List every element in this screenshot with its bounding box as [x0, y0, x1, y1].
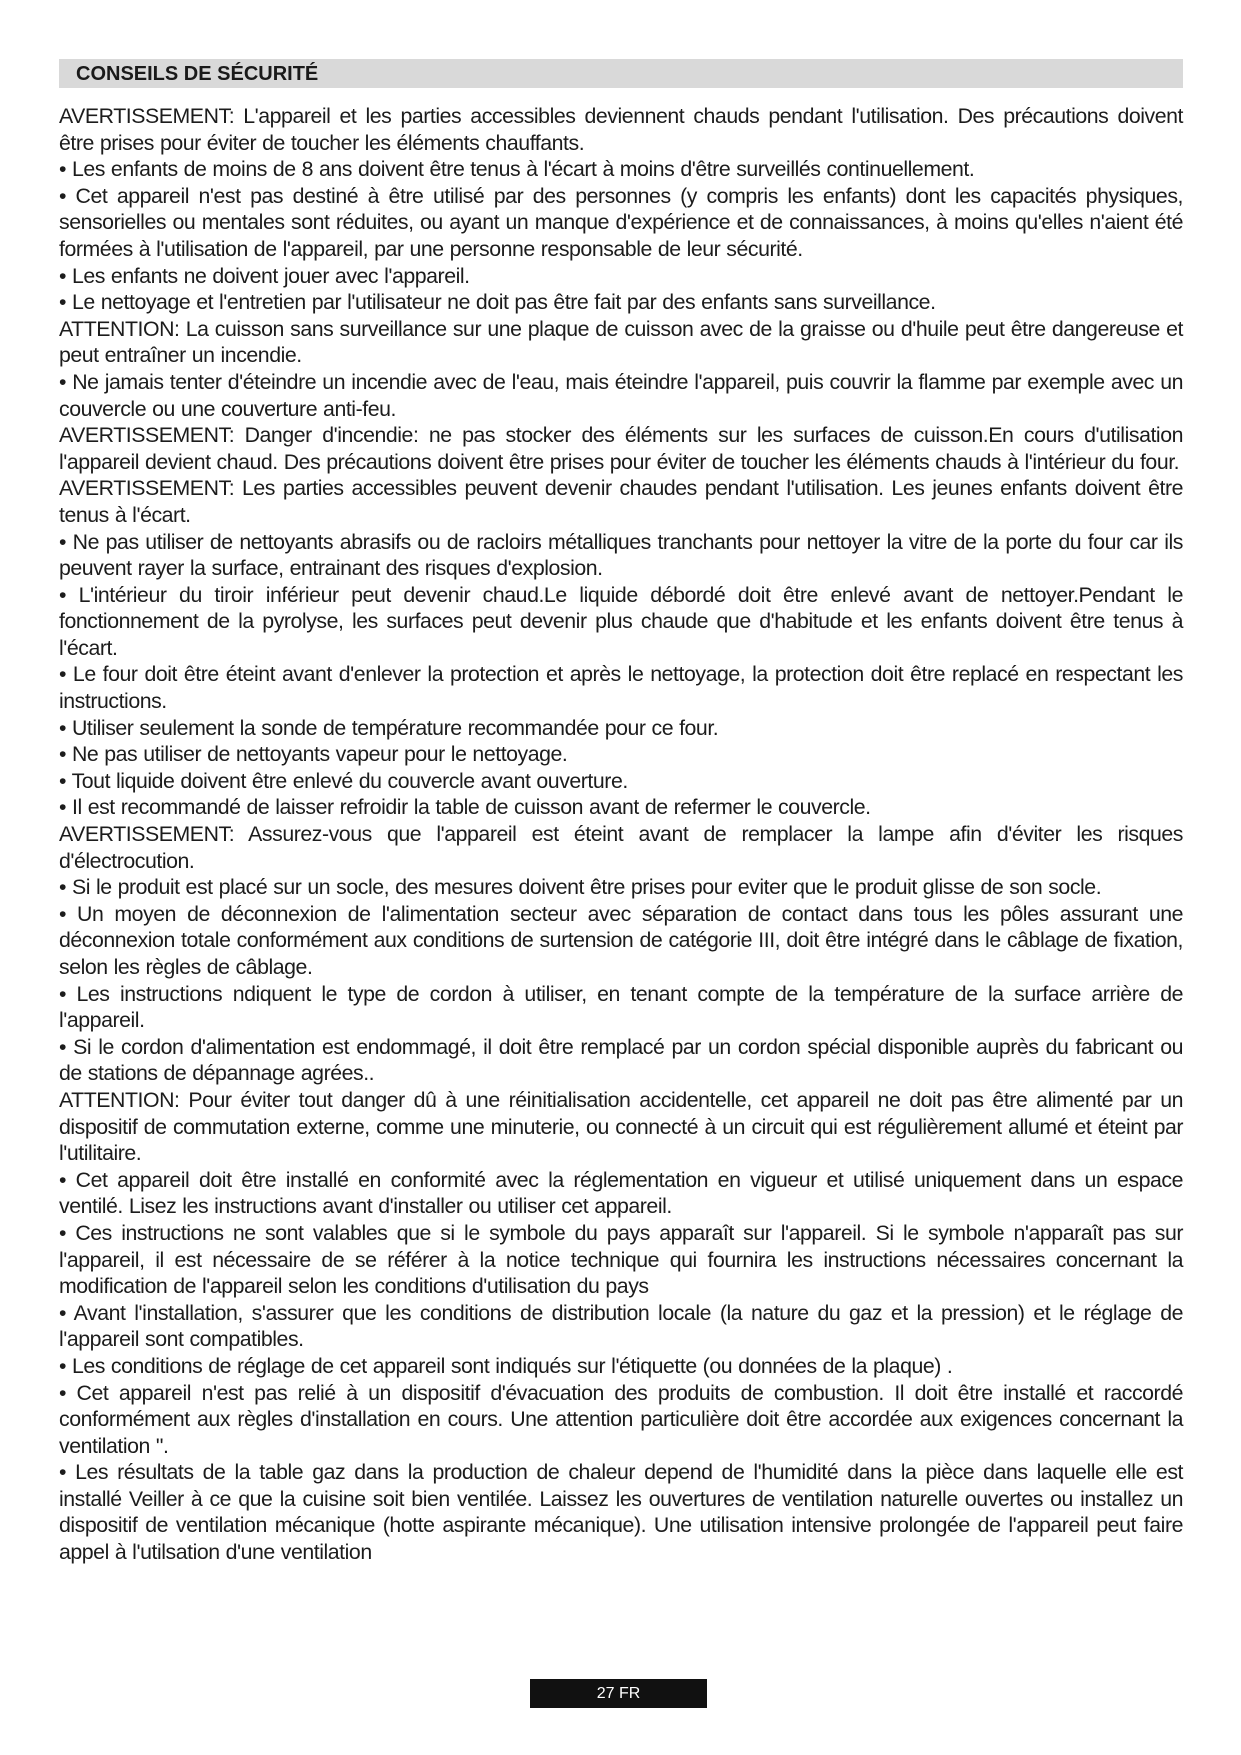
page-number: 27 FR	[530, 1679, 707, 1708]
paragraph-22: ATTENTION: Pour éviter tout danger dû à une réinitialisation accidentelle, cet appareil ne doit pas être alimenté par un dispositif de commutation externe, comme une minuterie, ou connecté à un circuit qui est régulièrement allumé et éteint par l'utilitaire.	[59, 1087, 1183, 1166]
paragraph-12: • Le four doit être éteint avant d'enlever la protection et après le nettoyage, la protection doit être replacé en respectant les instructions.	[59, 662, 1183, 714]
paragraph-5: • Le nettoyage et l'entretien par l'utilisateur ne doit pas être fait par des enfants sans surveillance.	[59, 290, 936, 315]
paragraph-18: • Si le produit est placé sur un socle, des mesures doivent être prises pour eviter que le produit glisse de son socle.	[59, 875, 1102, 900]
paragraph-11: • L'intérieur du tiroir inférieur peut devenir chaud.Le liquide débordé doit être enlevé avant de nettoyer.Pendant le fonctionnement de la pyrolyse, les surfaces peut devenir plus chaude que d'habitude et les enfants doivent être tenus à l'écart.	[59, 582, 1183, 660]
paragraph-8: AVERTISSEMENT: Danger d'incendie: ne pas stocker des éléments sur les surfaces de cuisson.En cours d'utilisation l'appareil devient chaud. Des précautions doivent être prises pour éviter de toucher les éléments chauds à l'intérieur du four.	[59, 423, 1183, 474]
paragraph-25: • Avant l'installation, s'assurer que les conditions de distribution locale (la nature du gaz et la pression) et le réglage de l'appareil sont compatibles.	[59, 1300, 1183, 1352]
safety-text-body	[59, 103, 1183, 1566]
paragraph-19: • Un moyen de déconnexion de l'alimentation secteur avec séparation de contact dans tous les pôles assurant une déconnexion totale conformément aux conditions de surtension de catégorie III, doit être intégré dans le câblage de fixation, selon les règles de câblage.	[59, 901, 1183, 979]
paragraph-24: • Ces instructions ne sont valables que si le symbole du pays apparaît sur l'appareil. Si le symbole n'apparaît pas sur l'appareil, il est nécessaire de se référer à la notice technique qui fournira les instructions nécessaires concernant la modification de l'appareil selon les conditions d'utilisation du pays	[59, 1220, 1183, 1299]
paragraph-9: AVERTISSEMENT: Les parties accessibles peuvent devenir chaudes pendant l'utilisation. Les jeunes enfants doivent être tenus à l'écart.	[59, 476, 1183, 527]
paragraph-6: ATTENTION: La cuisson sans surveillance sur une plaque de cuisson avec de la graisse ou d'huile peut être dangereuse et peut entraîner un incendie.	[59, 316, 1183, 368]
paragraph-7: • Ne jamais tenter d'éteindre un incendie avec de l'eau, mais éteindre l'appareil, puis couvrir la flamme par exemple avec un couvercle ou une couverture anti-feu.	[59, 369, 1183, 421]
paragraph-17: AVERTISSEMENT: Assurez-vous que l'appareil est éteint avant de remplacer la lampe afin d'éviter les risques d'électrocution.	[59, 822, 1183, 873]
paragraph-2: • Les enfants de moins de 8 ans doivent être tenus à l'écart à moins d'être surveillés continuellement.	[59, 157, 975, 182]
paragraph-3: • Cet appareil n'est pas destiné à être utilisé par des personnes (y compris les enfants) dont les capacités physiques, sensorielles ou mentales sont réduites, ou ayant un manque d'expérience et de connaissances, à moins qu'elles n'aient été formées à l'utilisation de l'appareil, par une personne responsable de leur sécurité.	[59, 183, 1183, 261]
paragraph-20: • Les instructions ndiquent le type de cordon à utiliser, en tenant compte de la température de la surface arrière de l'appareil.	[59, 981, 1183, 1033]
section-title: CONSEILS DE SÉCURITÉ	[76, 63, 319, 85]
paragraph-16: • Il est recommandé de laisser refroidir la table de cuisson avant de refermer le couvercle.	[59, 795, 871, 820]
paragraph-21: • Si le cordon d'alimentation est endommagé, il doit être remplacé par un cordon spécial disponible auprès du fabricant ou de stations de dépannage agrées..	[59, 1034, 1183, 1086]
paragraph-10: • Ne pas utiliser de nettoyants abrasifs ou de racloirs métalliques tranchants pour nettoyer la vitre de la porte du four car ils peuvent rayer la surface, entrainant des risques d'explosion.	[59, 529, 1183, 581]
paragraph-4: • Les enfants ne doivent jouer avec l'appareil.	[59, 263, 470, 288]
paragraph-27: • Cet appareil n'est pas relié à un dispositif d'évacuation des produits de combustion. Il doit être installé et raccordé conformément aux règles d'installation en cours. Une attention particulière doit être accordée aux exigences concernant la ventilation ".	[59, 1380, 1183, 1458]
paragraph-13: • Utiliser seulement la sonde de température recommandée pour ce four.	[59, 715, 719, 740]
paragraph-26: • Les conditions de réglage de cet appareil sont indiqués sur l'étiquette (ou données de la plaque) .	[59, 1353, 953, 1378]
paragraph-14: • Ne pas utiliser de nettoyants vapeur pour le nettoyage.	[59, 742, 568, 767]
paragraph-28: • Les résultats de la table gaz dans la production de chaleur depend de l'humidité dans la pièce dans laquelle elle est installé Veiller à ce que la cuisine soit bien ventilée. Laissez les ouvertures de ventilation naturelle ouvertes ou installez un dispositif de ventilation mécanique (hotte aspirante mécanique). Une utilisation intensive prolongée de l'appareil peut faire appel à l'utilsation d'une ventilation	[59, 1460, 1183, 1565]
paragraph-1: AVERTISSEMENT: L'appareil et les parties accessibles deviennent chauds pendant l'utilisation. Des précautions doivent être prises pour éviter de toucher les éléments chauffants.	[59, 104, 1183, 155]
paragraph-15: • Tout liquide doivent être enlevé du couvercle avant ouverture.	[59, 768, 628, 793]
section-header-bar	[59, 59, 1183, 88]
paragraph-23: • Cet appareil doit être installé en conformité avec la réglementation en vigueur et utilisé uniquement dans un espace ventilé. Lisez les instructions avant d'installer ou utiliser cet appareil.	[59, 1167, 1183, 1219]
